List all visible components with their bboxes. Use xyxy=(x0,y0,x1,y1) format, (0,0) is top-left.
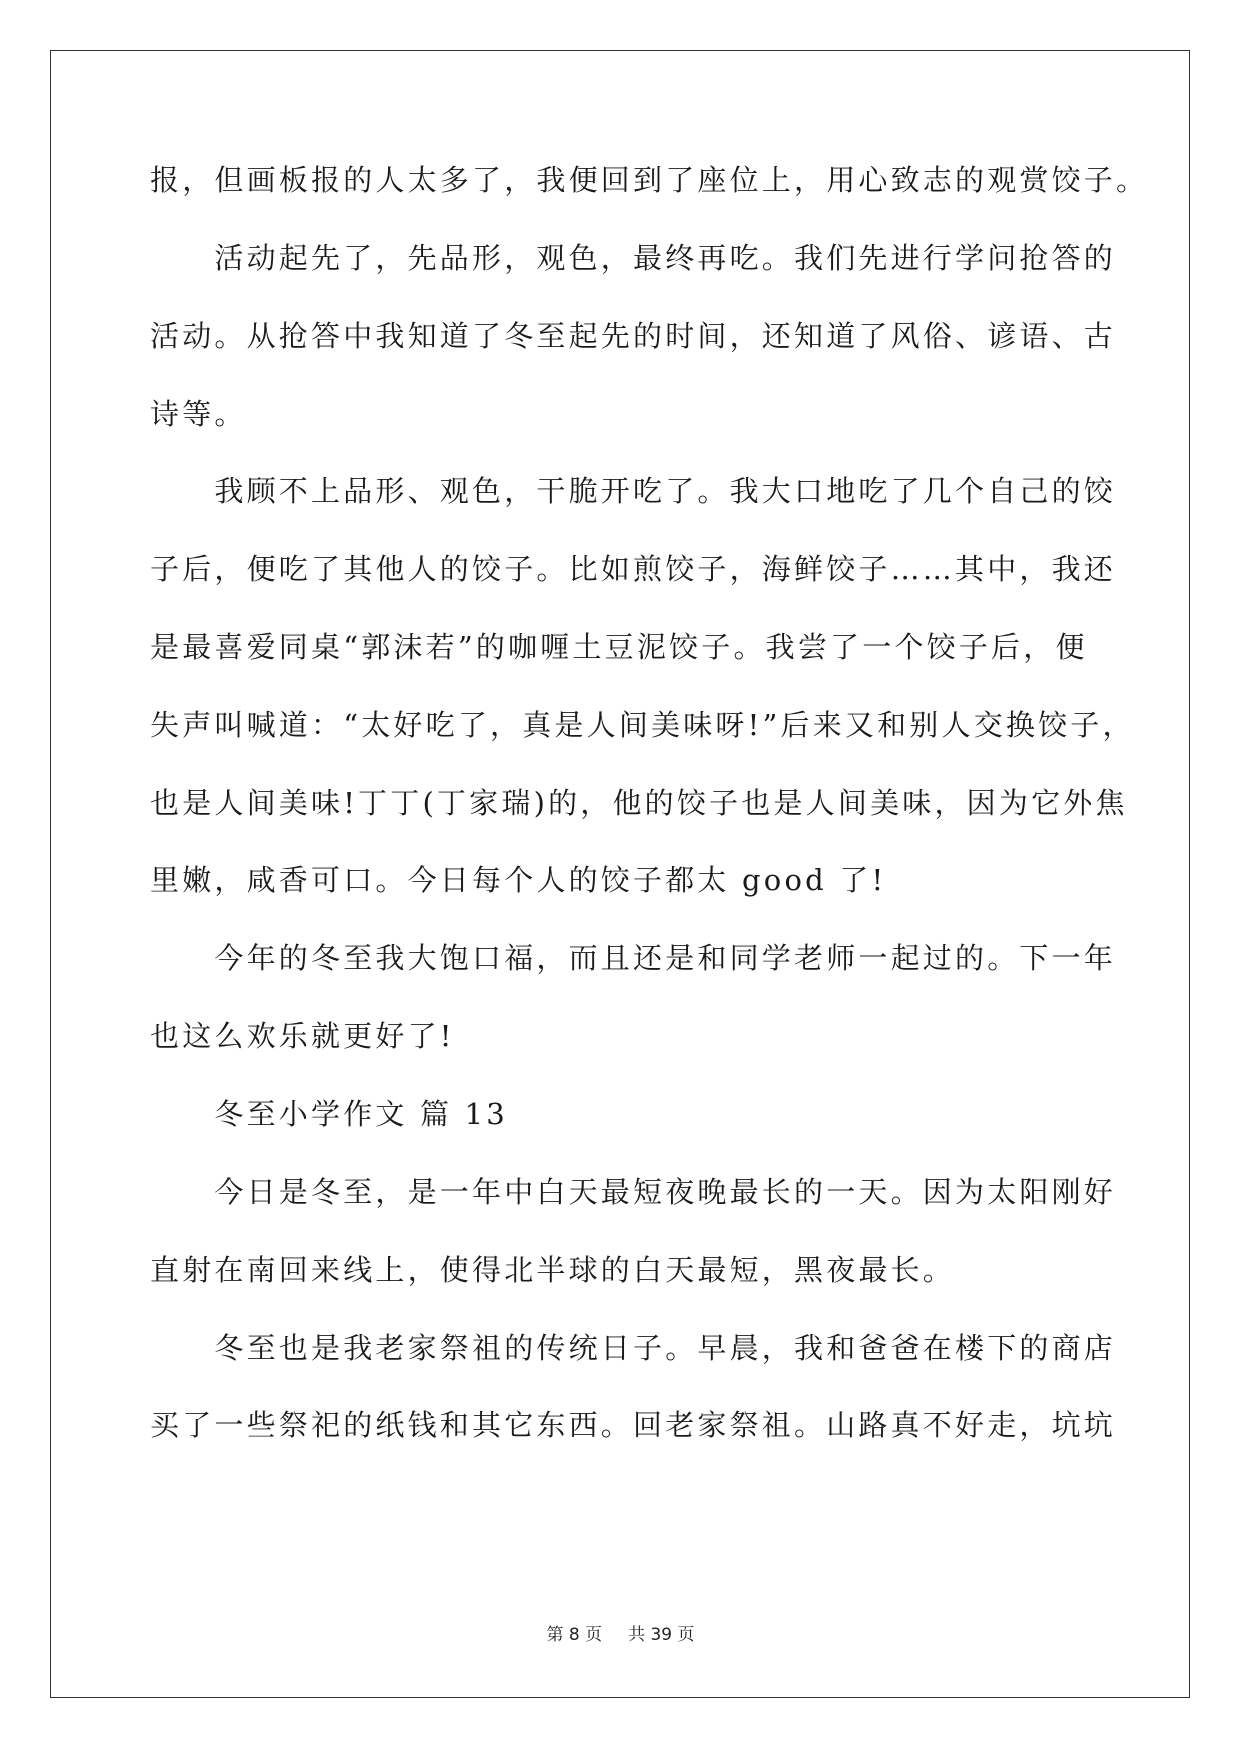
text-line: 今年的冬至我大饱口福，而且还是和同学老师一起过的。下一年 xyxy=(150,941,1117,975)
text-line: 活动起先了，先品形，观色，最终再吃。我们先进行学问抢答的 xyxy=(150,241,1117,275)
section-heading: 冬至小学作文 篇 13 xyxy=(150,1097,508,1131)
page-number: 第 8 页 xyxy=(546,1625,603,1645)
text-line: 报，但画板报的人太多了，我便回到了座位上，用心致志的观赏饺子。 xyxy=(150,163,1149,197)
page-total: 共 39 页 xyxy=(628,1625,695,1645)
page-footer xyxy=(0,1620,1241,1645)
text-line: 今日是冬至，是一年中白天最短夜晚最长的一天。因为太阳刚好 xyxy=(150,1175,1117,1209)
text-line: 失声叫喊道：“太好吃了，真是人间美味呀!”后来又和别人交换饺子， xyxy=(150,708,1135,742)
text-line: 子后，便吃了其他人的饺子。比如煎饺子，海鲜饺子……其中，我还 xyxy=(150,552,1117,586)
text-line: 我顾不上品形、观色，干脆开吃了。我大口地吃了几个自己的饺 xyxy=(150,474,1117,508)
text-line: 也是人间美味!丁丁(丁家瑞)的，他的饺子也是人间美味，因为它外焦 xyxy=(150,786,1128,820)
text-line: 买了一些祭祀的纸钱和其它东西。回老家祭祖。山路真不好走，坑坑 xyxy=(150,1408,1117,1442)
text-line: 也这么欢乐就更好了! xyxy=(150,1019,455,1053)
text-line: 里嫩，咸香可口。今日每个人的饺子都太 good 了! xyxy=(150,863,887,897)
text-line: 冬至也是我老家祭祖的传统日子。早晨，我和爸爸在楼下的商店 xyxy=(150,1331,1117,1365)
text-line: 直射在南回来线上，使得北半球的白天最短，黑夜最长。 xyxy=(150,1253,956,1287)
text-line: 诗等。 xyxy=(150,397,247,431)
text-line: 活动。从抢答中我知道了冬至起先的时间，还知道了风俗、谚语、古 xyxy=(150,319,1117,353)
text-line: 是最喜爱同桌“郭沫若”的咖喱土豆泥饺子。我尝了一个饺子后，便 xyxy=(150,630,1088,664)
